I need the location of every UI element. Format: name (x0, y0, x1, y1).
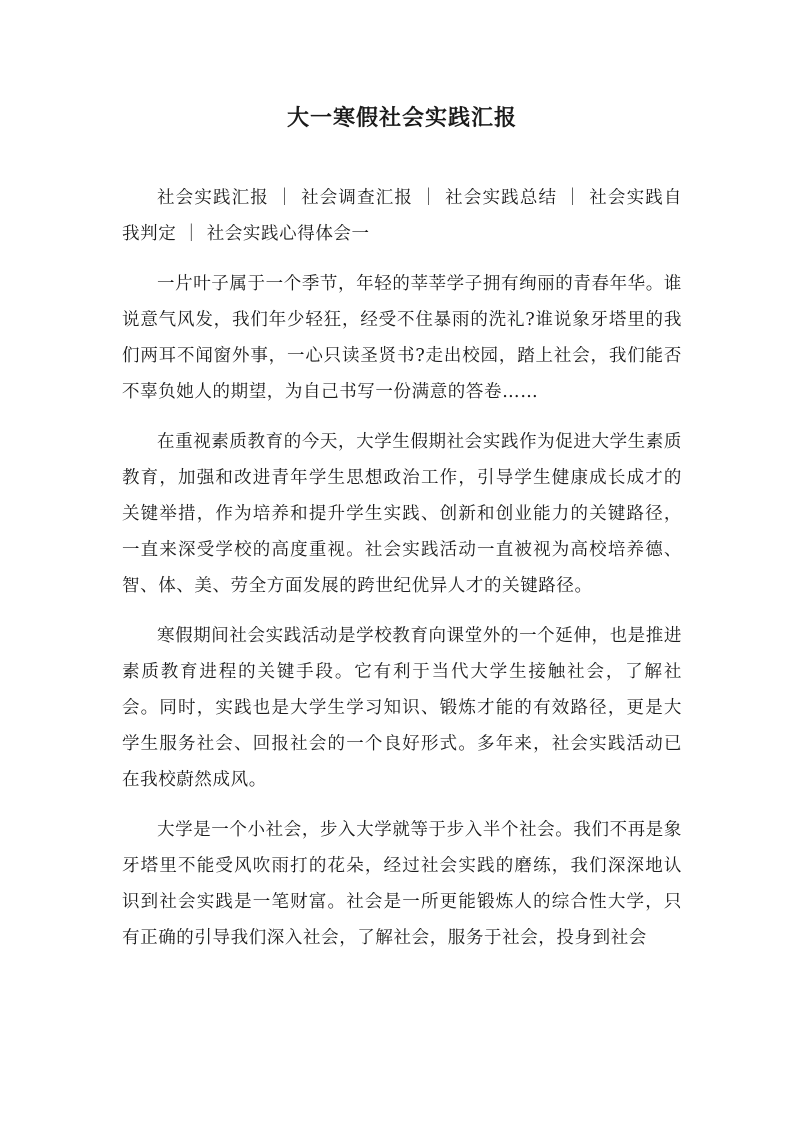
paragraph-intro: 一片叶子属于一个季节，年轻的莘莘学子拥有绚丽的青春年华。谁说意气风发，我们年少轻狂，经受不住暴雨的洗礼?谁说象牙塔里的我们两耳不闻窗外事，一心只读圣贤书?走出校园，踏上社会，我们能否不辜负她人的期望，为自己书写一份满意的答卷…… (122, 274, 682, 402)
paragraph-importance: 在重视素质教育的今天，大学生假期社会实践作为促进大学生素质教育，加强和改进青年学生思想政治工作，引导学生健康成长成才的关键举措，作为培养和提升学生实践、创新和创业能力的关键路径，一直来深受学校的高度重视。社会实践活动一直被视为高校培养德、智、体、美、劳全方面发展的跨世纪优异人才的关键路径。 (122, 432, 682, 596)
document-title: 大一寒假社会实践汇报 (286, 105, 517, 131)
document-body (122, 180, 682, 956)
paragraph-keywords: 社会实践汇报 ｜ 社会调查汇报 ｜ 社会实践总结 ｜ 社会实践自我判定 ｜ 社会实践心得体会一 (122, 188, 682, 244)
paragraph-university-society: 大学是一个小社会，步入大学就等于步入半个社会。我们不再是象牙塔里不能受风吹雨打的花朵，经过社会实践的磨练，我们深深地认识到社会实践是一笔财富。社会是一所更能锻炼人的综合性大学，只有正确的引导我们深入社会，了解社会，服务于社会，投身到社会 (122, 820, 682, 948)
paragraph-winter-practice: 寒假期间社会实践活动是学校教育向课堂外的一个延伸，也是推进素质教育进程的关键手段。它有利于当代大学生接触社会，了解社会。同时，实践也是大学生学习知识、锻炼才能的有效路径，更是大学生服务社会、回报社会的一个良好形式。多年来，社会实践活动已在我校蔚然成风。 (122, 626, 682, 790)
